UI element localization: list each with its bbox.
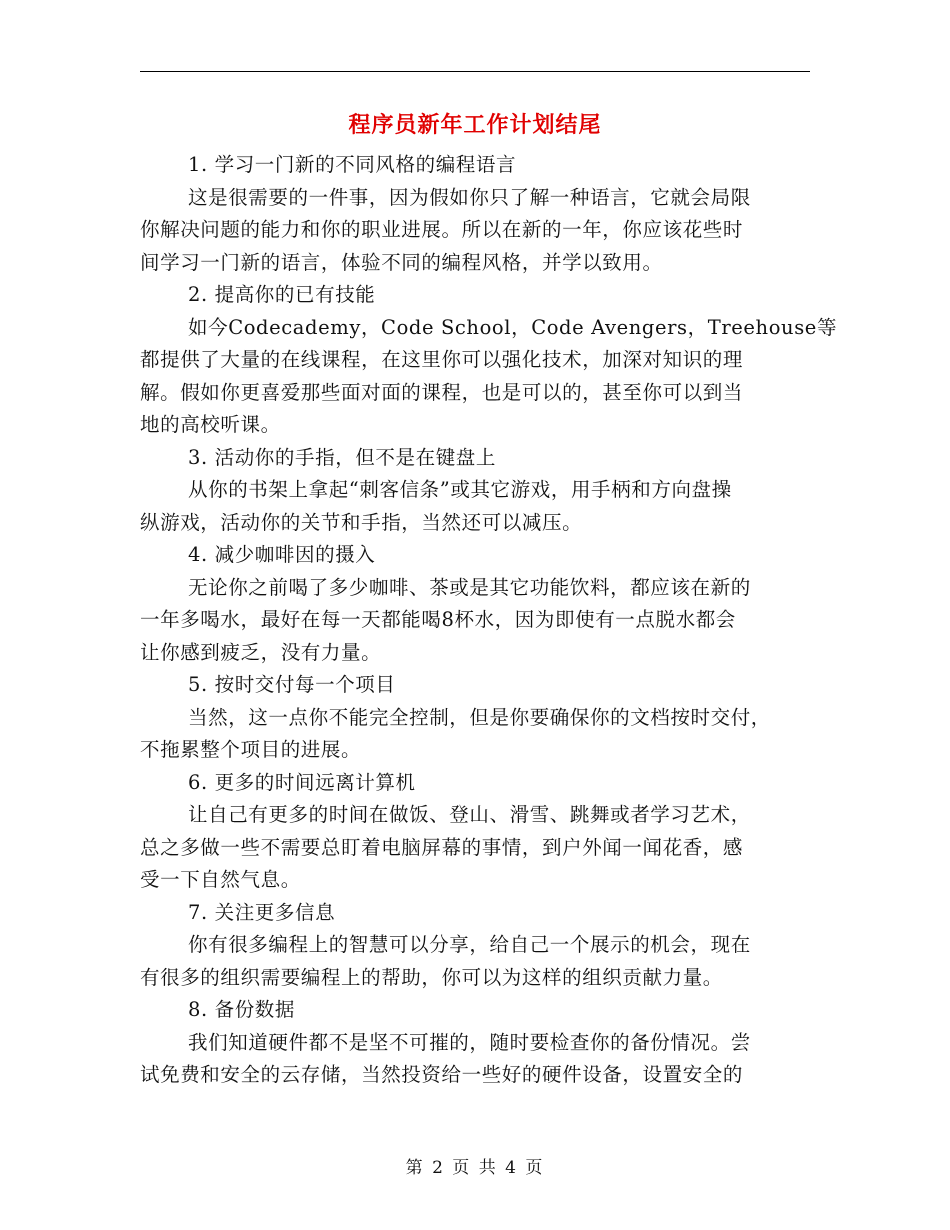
paragraph-line: 从你的书架上拿起“刺客信条”或其它游戏，用手柄和方向盘操: [188, 478, 732, 501]
paragraph-line: 有很多的组织需要编程上的帮助，你可以为这样的组织贡献力量。: [140, 965, 723, 989]
paragraph-line: 地的高校听课。: [140, 413, 281, 436]
paragraph-line: 让自己有更多的时间在做饭、登山、滑雪、跳舞或者学习艺术，: [188, 803, 751, 826]
paragraph-line: 间学习一门新的语言，体验不同的编程风格，并学以致用。: [140, 250, 663, 274]
document-body: [140, 149, 838, 1092]
paragraph-line: 总之多做一些不需要总盯着电脑屏幕的事情，到户外闻一闻花香，感: [140, 835, 744, 859]
paragraph-line: 受一下自然气息。: [140, 868, 301, 891]
section-heading: 8. 备份数据: [188, 998, 296, 1021]
document-title: 程序员新年工作计划结尾: [348, 112, 602, 138]
paragraph-line: 无论你之前喝了多少咖啡、茶或是其它功能饮料，都应该在新的: [188, 575, 751, 599]
paragraph-line: 你解决问题的能力和你的职业进展。所以在新的一年，你应该花些时: [140, 218, 744, 241]
paragraph-line: 纵游戏，活动你的关节和手指，当然还可以减压。: [140, 510, 583, 534]
paragraph-line: 都提供了大量的在线课程，在这里你可以强化技术，加深对知识的理: [140, 348, 744, 371]
paragraph-line: 解。假如你更喜爱那些面对面的课程，也是可以的，甚至你可以到当: [140, 380, 744, 404]
paragraph-line: 不拖累整个项目的进展。: [140, 738, 362, 761]
paragraph-line: 一年多喝水，最好在每一天都能喝8杯水，因为即使有一点脱水都会: [140, 608, 736, 631]
section-heading: 4. 减少咖啡因的摄入: [188, 543, 376, 566]
section-heading: 2. 提高你的已有技能: [188, 283, 376, 306]
section-heading: 3. 活动你的手指，但不是在键盘上: [188, 445, 497, 469]
section-heading: 7. 关注更多信息: [188, 900, 336, 924]
paragraph-line: 你有很多编程上的智慧可以分享，给自己一个展示的机会，现在: [188, 933, 751, 956]
paragraph-line: 当然，这一点你不能完全控制，但是你要确保你的文档按时交付，: [188, 705, 771, 729]
paragraph-line: 如今Codecademy，Code School，Code Avengers，Treehouse等: [188, 315, 838, 339]
page-footer: 第 2 页 共 4 页: [405, 1158, 545, 1178]
section-heading: 6. 更多的时间远离计算机: [188, 770, 416, 794]
paragraph-line: 让你感到疲乏，没有力量。: [140, 640, 382, 664]
header-rule: [140, 71, 810, 72]
paragraph-line: 我们知道硬件都不是坚不可摧的，随时要检查你的备份情况。尝: [188, 1030, 751, 1054]
section-heading: 1. 学习一门新的不同风格的编程语言: [188, 153, 517, 176]
section-heading: 5. 按时交付每一个项目: [188, 673, 396, 696]
paragraph-line: 这是很需要的一件事，因为假如你只了解一种语言，它就会局限: [188, 185, 751, 209]
paragraph-line: 试免费和安全的云存储，当然投资给一些好的硬件设备，设置安全的: [140, 1063, 744, 1086]
